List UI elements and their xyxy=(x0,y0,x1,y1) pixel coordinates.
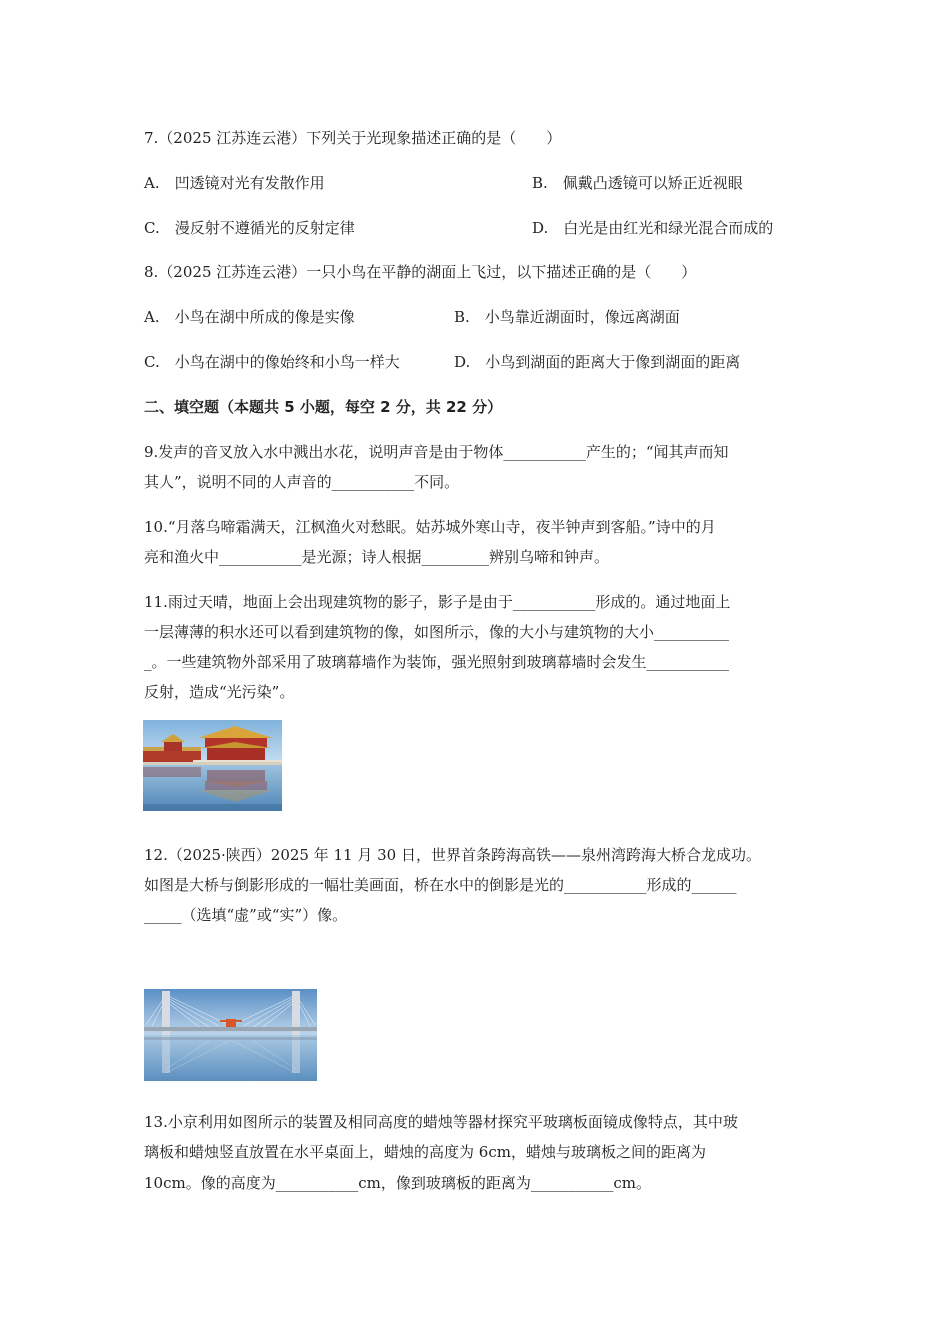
q8-option-a: A. 小鸟在湖中所成的像是实像 xyxy=(144,308,355,326)
q7-option-c: C. 漫反射不遵循光的反射定律 xyxy=(144,219,355,237)
q8-option-c: C. 小鸟在湖中的像始终和小鸟一样大 xyxy=(144,353,400,371)
bridge-reflection-photo xyxy=(144,989,317,1081)
q7-stem: 7.（2025 江苏连云港）下列关于光现象描述正确的是（ ） xyxy=(144,129,562,147)
q9-line-2: 其人”，说明不同的人声音的___________不同。 xyxy=(144,473,460,491)
q9-line-1: 9.发声的音叉放入水中溅出水花，说明声音是由于物体___________产生的；“闻其声而知 xyxy=(144,443,729,461)
q11-line-1: 11.雨过天晴，地面上会出现建筑物的影子，影子是由于___________形成的。通过地面上 xyxy=(144,593,731,611)
q11-line-3: _。一些建筑物外部采用了玻璃幕墙作为装饰，强光照射到玻璃幕墙时会发生___________ xyxy=(144,653,730,671)
q8-stem: 8.（2025 江苏连云港）一只小鸟在平静的湖面上飞过，以下描述正确的是（ ） xyxy=(144,263,697,281)
q10-line-1: 10.“月落乌啼霜满天，江枫渔火对愁眠。姑苏城外寒山寺，夜半钟声到客船。”诗中的月 xyxy=(144,518,716,536)
q13-line-1: 13.小京利用如图所示的装置及相同高度的蜡烛等器材探究平玻璃板面镜成像特点，其中玻 xyxy=(144,1113,738,1131)
q12-line-2: 如图是大桥与倒影形成的一幅壮美画面，桥在水中的倒影是光的___________形成的______ xyxy=(144,876,737,894)
q11-line-2: 一层薄薄的积水还可以看到建筑物的像，如图所示，像的大小与建筑物的大小__________ xyxy=(144,623,730,641)
q8-option-d: D. 小鸟到湖面的距离大于像到湖面的距离 xyxy=(454,353,741,371)
q10-line-2: 亮和渔火中___________是光源；诗人根据_________辨别乌啼和钟声。 xyxy=(144,548,610,566)
q12-line-3: _____（选填“虚”或“实”）像。 xyxy=(144,906,348,924)
q12-line-1: 12.（2025·陕西）2025 年 11 月 30 日，世界首条跨海高铁——泉州湾跨海大桥合龙成功。 xyxy=(144,846,761,864)
q11-line-4: 反射，造成“光污染”。 xyxy=(144,683,295,701)
q13-line-3: 10cm。像的高度为___________cm，像到玻璃板的距离为___________cm。 xyxy=(144,1174,651,1192)
q13-line-2: 璃板和蜡烛竖直放置在水平桌面上，蜡烛的高度为 6cm，蜡烛与玻璃板之间的距离为 xyxy=(144,1143,706,1161)
q7-option-b: B. 佩戴凸透镜可以矫正近视眼 xyxy=(532,174,743,192)
q8-option-b: B. 小鸟靠近湖面时，像远离湖面 xyxy=(454,308,680,326)
building-reflection-photo xyxy=(143,720,282,811)
section-heading: 二、填空题（本题共 5 小题，每空 2 分，共 22 分） xyxy=(144,398,503,416)
q7-option-a: A. 凹透镜对光有发散作用 xyxy=(144,174,325,192)
q7-option-d: D. 白光是由红光和绿光混合而成的 xyxy=(532,219,774,237)
